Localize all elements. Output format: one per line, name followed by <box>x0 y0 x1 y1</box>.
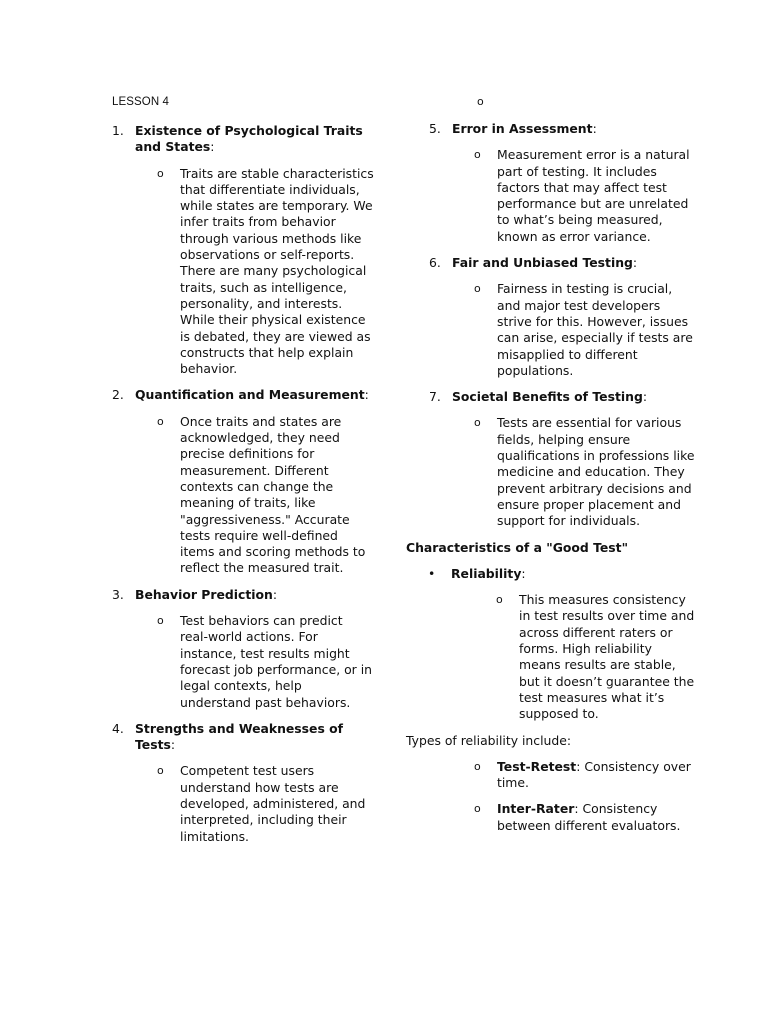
types-intro: Types of reliability include: <box>406 732 572 748</box>
sub-list <box>452 281 696 379</box>
item-body: Traits are stable characteristics that differentiate individuals, while states are temporary. We infer traits from behavior through various methods like observations or self-reports. There are many psychological traits, such as intelligence, personality, and interests. While their physical existence is debated, they are viewed as constructs that help explain behavior. <box>180 165 374 377</box>
item-body: Tests are essential for various fields, helping ensure qualifications in professions like medicine and education. They prevent arbitrary decisions and ensure proper placement and support for individuals. <box>497 415 695 529</box>
sub-list <box>135 763 374 844</box>
item-number: 7. <box>429 389 441 405</box>
reliability-title: Reliability <box>451 565 522 581</box>
list-item-7 <box>406 389 696 529</box>
sub-item <box>135 414 374 577</box>
item-body: Fairness in testing is crucial, and major test developers strive for this. However, issues can arise, especially if tests are misapplied to different populations. <box>497 281 693 378</box>
sub-item <box>135 613 374 711</box>
left-column <box>112 94 374 855</box>
sub-item <box>451 592 696 722</box>
item-title: Error in Assessment <box>452 121 593 136</box>
item-heading <box>452 121 696 137</box>
item-title: Behavior Prediction <box>135 586 273 602</box>
item-sep: : <box>210 139 215 155</box>
type-name: Inter-Rater <box>497 801 575 817</box>
item-title: Fair and Unbiased Testing <box>452 255 633 271</box>
item-body: Competent test users understand how tests are developed, administered, and interpreted, including their limitations. <box>180 763 366 844</box>
item-number: 2. <box>112 387 124 403</box>
item-number: 3. <box>112 586 124 602</box>
section-heading: Characteristics of a "Good Test" <box>406 539 629 555</box>
item-number: 6. <box>429 255 441 271</box>
lesson-title: LESSON 4 <box>112 96 170 108</box>
item-sep: : <box>632 255 638 271</box>
sub-list <box>135 414 374 577</box>
sub-list <box>452 415 696 529</box>
sub-item <box>452 415 696 529</box>
reliability-sep: : <box>521 565 526 581</box>
item-body: Test behaviors can predict real-world actions. For instance, test results might forecast job performance, or in legal contexts, help understand past behaviors. <box>180 613 373 710</box>
item-sep: : <box>364 387 369 403</box>
sub-list <box>135 613 374 711</box>
circle-bullet-icon: o <box>496 593 503 607</box>
item-sep: : <box>272 586 278 602</box>
circle-bullet-icon: o <box>474 282 481 296</box>
item-title: Quantification and Measurement <box>135 387 365 403</box>
circle-bullet-icon: o <box>157 764 164 778</box>
item-heading <box>135 387 374 403</box>
list-item-6 <box>406 255 696 379</box>
sub-list <box>135 166 374 378</box>
reliability-item <box>406 566 696 723</box>
circle-bullet-icon: o <box>157 414 164 428</box>
item-sep: : <box>642 389 647 405</box>
item-body: Measurement error is a natural part of testing. It includes factors that may affect test performance but are unrelated to what’s being measured, known as error variance. <box>497 147 690 244</box>
sub-list <box>451 592 696 722</box>
item-heading <box>452 255 696 271</box>
sub-item <box>452 147 696 245</box>
sub-item <box>452 281 696 379</box>
types-list <box>406 759 696 834</box>
list-item-4 <box>112 721 374 845</box>
bullet-icon: • <box>428 565 436 581</box>
item-body: Once traits and states are acknowledged, they need precise definitions for measurement. Different contexts can change the meaning of traits, like "aggressiveness." Accurate tests require well-defined items and scoring methods to reflect the measured trait. <box>180 413 366 576</box>
reliability-heading <box>451 566 696 582</box>
circle-bullet-icon: o <box>474 759 481 773</box>
sub-item <box>135 166 374 378</box>
type-desc: : Consistency over time. <box>497 758 691 791</box>
type-item-test-retest <box>474 759 696 792</box>
item-sep: : <box>592 121 597 136</box>
item-heading <box>135 123 374 156</box>
item-title: Existence of Psychological Traits and States <box>135 123 363 155</box>
list-item-1 <box>112 123 374 377</box>
item-number: 1. <box>112 123 124 138</box>
item-title: Strengths and Weaknesses of Tests <box>135 720 344 753</box>
orphan-circle-bullet-icon: o <box>477 95 484 108</box>
list-item-3 <box>112 587 374 711</box>
circle-bullet-icon: o <box>474 148 481 162</box>
type-item-inter-rater <box>474 801 696 834</box>
item-heading <box>452 389 696 405</box>
right-column <box>406 94 696 844</box>
item-title: Societal Benefits of Testing <box>452 389 643 405</box>
item-heading <box>135 587 374 603</box>
circle-bullet-icon: o <box>474 416 481 430</box>
item-number: 5. <box>429 121 441 136</box>
type-name: Test-Retest <box>497 758 577 774</box>
circle-bullet-icon: o <box>157 166 164 180</box>
list-item-2 <box>112 387 374 576</box>
item-number: 4. <box>112 720 124 736</box>
item-sep: : <box>170 737 176 753</box>
reliability-body: This measures consistency in test results over time and across different raters or forms. High reliability means results are stable, but it doesn’t guarantee the test measures what it’s supposed to. <box>519 592 695 722</box>
circle-bullet-icon: o <box>157 614 164 628</box>
sub-list <box>452 147 696 245</box>
circle-bullet-icon: o <box>474 802 481 816</box>
item-heading <box>135 721 374 754</box>
type-desc: : Consistency between different evaluators. <box>497 801 681 833</box>
list-item-5 <box>406 121 696 245</box>
sub-item <box>135 763 374 844</box>
